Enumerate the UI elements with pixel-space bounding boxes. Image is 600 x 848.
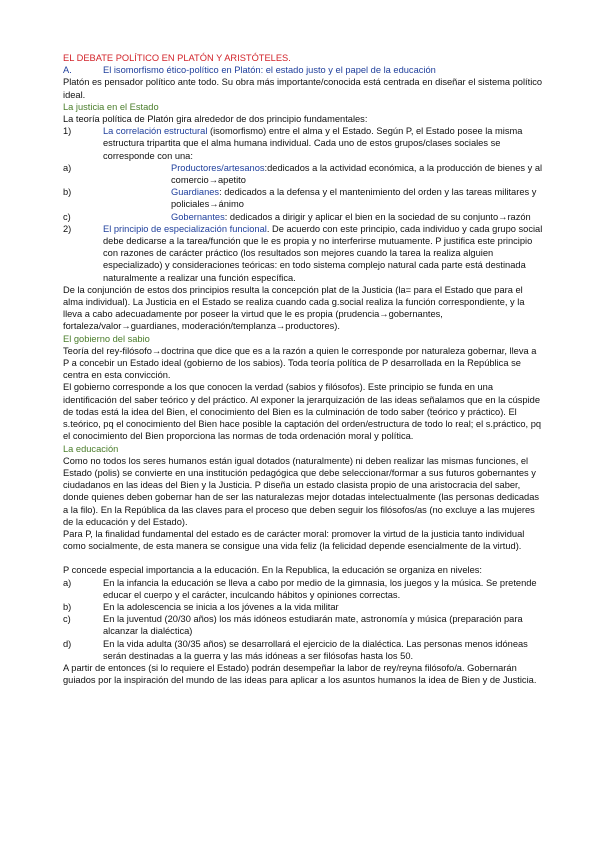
principle-2-head: El principio de especialización funcional bbox=[103, 223, 267, 234]
section-a-number: A. bbox=[63, 65, 72, 76]
section-a-heading bbox=[63, 64, 543, 76]
principle-2 bbox=[63, 223, 543, 284]
document-title: EL DEBATE POLÍTICO EN PLATÓN Y ARISTÓTELES. bbox=[63, 53, 291, 63]
level-c bbox=[63, 613, 543, 637]
level-c-text: En la juventud (20/30 años) los más idóneos estudiarán mate, astronomía y música (preparación para alcanzar la dialéctica) bbox=[103, 614, 523, 637]
class-item-c-head: Gobernantes bbox=[171, 211, 225, 222]
class-item-a-text: :dedicados a la actividad económica, a la producción de bienes y al comercio→apetito bbox=[171, 162, 543, 186]
principle-1-number: 1) bbox=[63, 126, 72, 137]
intro-paragraph: Platón es pensador político ante todo. Su obra más importante/conocida está centrada en diseñar el sistema político ideal. bbox=[63, 77, 543, 100]
class-item-c bbox=[63, 211, 543, 223]
educacion-paragraph-3: P concede especial importancia a la educación. En la Republica, la educación se organiza en niveles: bbox=[63, 565, 482, 576]
class-item-c-number: c) bbox=[63, 211, 71, 222]
principle-1-head: La correlación estructural bbox=[103, 126, 210, 137]
principle-1-text: entre el alma y el Estado. Según P, el Estado posee la misma estructura tripartita que el alma humana individual. Cada uno de estos grupos/clases sociales se corresponde con una: bbox=[103, 126, 523, 161]
class-item-a-number: a) bbox=[63, 162, 72, 173]
level-a bbox=[63, 577, 543, 601]
principle-1-paren: (isomorfismo) bbox=[209, 126, 267, 137]
level-b-text: En la adolescencia se inicia a los jóvenes a la vida militar bbox=[103, 601, 339, 612]
level-b-number: b) bbox=[63, 601, 72, 612]
paragraph-gap bbox=[63, 552, 543, 564]
class-item-c-text: : dedicados a dirigir y aplicar el bien en la sociedad de su conjunto→razón bbox=[224, 211, 531, 222]
principle-2-number: 2) bbox=[63, 223, 72, 234]
level-d-number: d) bbox=[63, 638, 72, 649]
sabio-paragraph-1: Teoría del rey-filósofo→doctrina que dice que es a la razón a quien le corresponde por naturaleza gobernar, lleva a P a concebir un Estado ideal (gobierno de los sabios). Toda teoría política de P desarrollada en la República se centra en esta convicción. bbox=[63, 345, 537, 381]
justicia-conclusion: De la conjunción de estos dos principios resulta la concepción plat de la Justicia (la= para el Estado que para el alma individual). La Justicia en el Estado se realiza cuando cada g.social realiza la función correspondiente, y la lleva a cabo adecuadamente por poseer la virtud que le es propia (prudencia→gobernantes, fortaleza/valor→guardianes, moderación/templanza→productores). bbox=[63, 284, 525, 332]
educacion-paragraph-2: Para P, la finalidad fundamental del estado es de carácter moral: promover la virtud de la justicia tanto individual como socialmente, de esta manera se consigue una vida feliz (la felicidad depende esencialmente de la virtud). bbox=[63, 528, 525, 552]
class-item-b-text: : dedicados a la defensa y el mantenimiento del orden y las tareas militares y policiales→ánimo bbox=[171, 187, 537, 210]
principle-1 bbox=[63, 125, 543, 162]
class-item-b-number: b) bbox=[63, 187, 72, 198]
class-item-a-head: Productores/artesanos bbox=[171, 162, 265, 173]
level-c-number: c) bbox=[63, 614, 71, 625]
section-a-text: El isomorfismo ético-político en Platón: el estado justo y el papel de la educación bbox=[103, 65, 436, 76]
document-page bbox=[63, 52, 543, 686]
justicia-lead: La teoría política de Platón gira alrededor de dos principio fundamentales: bbox=[63, 114, 368, 125]
class-item-a bbox=[63, 162, 543, 186]
class-item-b-head: Guardianes bbox=[171, 187, 220, 198]
educacion-paragraph-4: A partir de entonces (si lo requiere el Estado) podrán desempeñar la labor de rey/reyna filósofo/a. Gobernarán guiados por la inspiración del mundo de las ideas para aplicar a los asuntos humanos la idea de Bien y de Justicia. bbox=[63, 662, 537, 686]
level-b bbox=[63, 601, 543, 613]
educacion-paragraph-1: Como no todos los seres humanos están igual dotados (naturalmente) ni deben realizar las mismas funciones, el Estado (polis) se convierte en una institución pedagógica que debe seleccionar/formar a sus futuros gobernantes y ciudadanos en las ideas del Bien y la Justicia. P diseña un estado clasista propio de una aristocracia del saber, donde quienes deben gobernar han de ser las naturalezas mejor dotadas intelectualmente (las personas dedicadas a la filo). En la República da las claves para el proceso que deben seguir los filósofos/as (no excluye a las mujeres de la educación y del Estado). bbox=[63, 455, 540, 527]
principle-2-text: . De acuerdo con este principio, cada individuo y cada grupo social debe dedicarse a la tarea/función que le es propia y no interferirse mutuamente. P justifica este principio con razones de carácter práctico (los resultados son mejores cuando la tarea la realiza alguien especializado) y consideraciones teóricas: en todo sistema complejo natural cada parte está destinada naturalmente a realizar una función específica. bbox=[103, 223, 543, 283]
level-d bbox=[63, 638, 543, 662]
level-a-number: a) bbox=[63, 577, 72, 588]
sabio-paragraph-2: El gobierno corresponde a los que conocen la verdad (sabios y filósofos). Este principio se funda en una identificación del saber teórico y del práctico. Al exponer la jerarquización de las ideas señalamos que en la cúspide de todas está la idea del Bien, el conocimiento del Bien es la culminación de todo saber (teórico y práctico). El s.teórico, pq el conocimiento del Bien hace posible la captación del orden/estructura de todo lo real; el s.práctico, pq el conocimiento del Bien proporciona las normas de toda ordenación moral y política. bbox=[63, 382, 542, 442]
sabio-heading: El gobierno del sabio bbox=[63, 333, 150, 344]
class-item-b bbox=[63, 186, 543, 210]
level-a-text: En la infancia la educación se lleva a cabo por medio de la gimnasia, los juegos y la música. Se pretende educar el cuerpo y el carácter, inculcando hábitos y opiniones correctas. bbox=[103, 577, 537, 600]
educacion-heading: La educación bbox=[63, 443, 119, 454]
justicia-heading: La justicia en el Estado bbox=[63, 101, 159, 112]
level-d-text: En la vida adulta (30/35 años) se desarrollará el ejercicio de la dialéctica. Las personas menos idóneas serán destinadas a la guerra y las más idóneas a ser filósofas hasta los 50. bbox=[103, 638, 528, 661]
